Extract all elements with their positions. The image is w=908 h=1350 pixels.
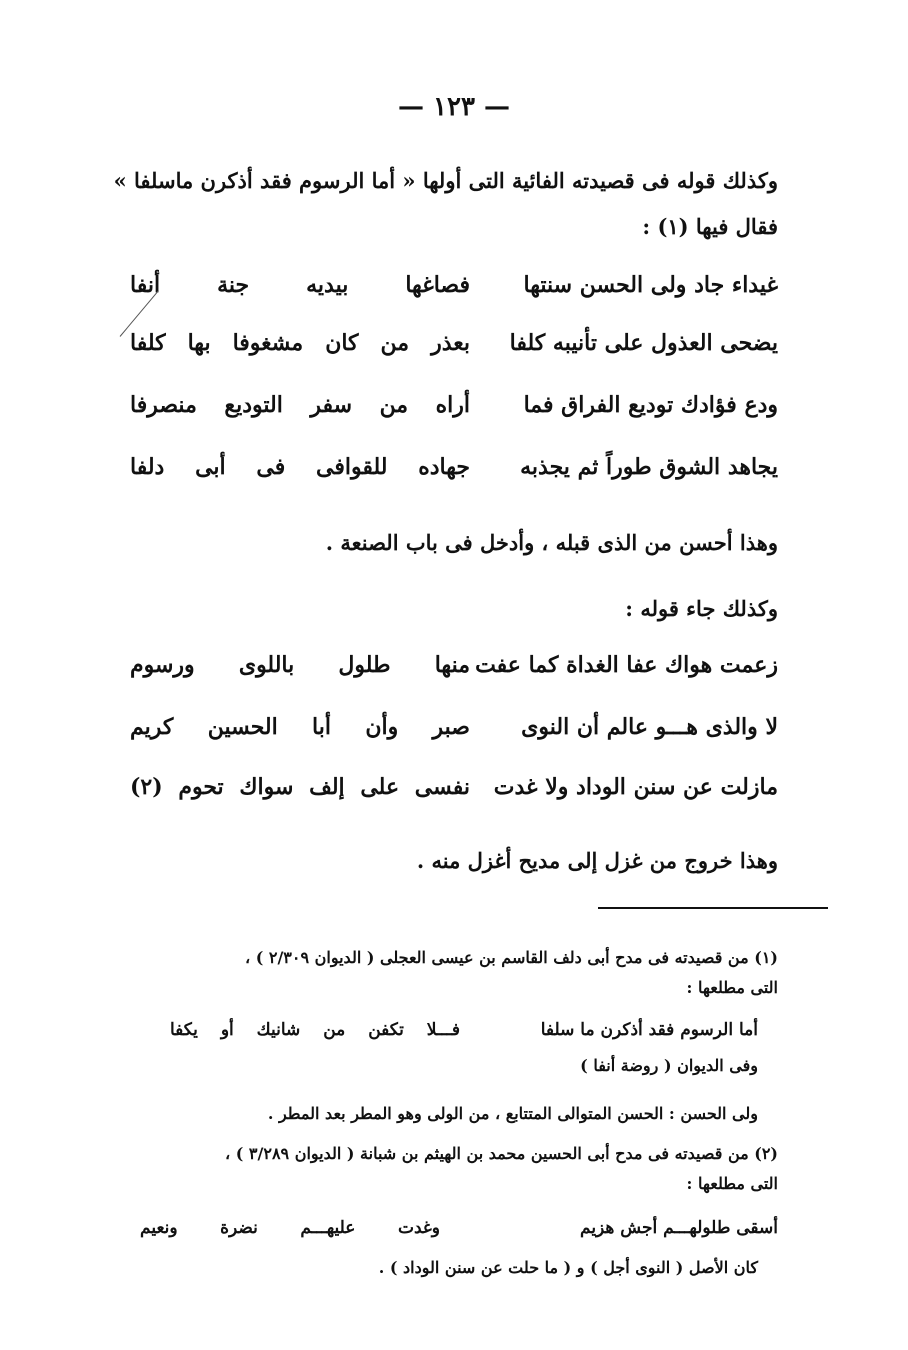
hemistich-right: أما الرسوم فقد أذكرن ما سلفا [540,1020,758,1040]
hemistich-right: يجاهد الشوق طوراً ثم يجذبه [520,454,778,480]
footnote-2-verse [0,1218,908,1248]
intro-2: وكذلك جاء قوله : [625,596,778,621]
poem2-verse-1 [0,652,908,692]
poem1-verse-4 [0,454,908,494]
hemistich-right: يضحى العذول على تأنيبه كلفا [509,330,778,356]
hemistich-right: أسقى طلولهـــم أجش هزيم [580,1218,778,1238]
hemistich-right: مازلت عن سنن الوداد ولا غدت [493,774,778,800]
hemistich-left: جهاده للقوافى فى أبى دلفا [130,454,470,480]
poem2-verse-2 [0,714,908,754]
poem1-verse-1 [0,272,908,312]
footnote-divider [598,907,828,909]
hemistich-left: نفسى على إلف سواك تحوم (٢) [130,774,470,800]
hemistich-left: فصاغها بيديه جنة أنفا [130,272,470,298]
hemistich-right: زعمت هواك عفا الغداة كما عفت [475,652,778,678]
poem2-verse-3 [0,774,908,814]
page-number: — ١٢٣ — [397,92,511,122]
poem1-verse-3 [0,392,908,432]
hemistich-left: بعذر من كان مشغوفا بها كلفا [130,330,470,356]
footnote-2-line-1: (٢) من قصيدته فى مدح أبى الحسين محمد بن الهيثم بن شبانة ( الديوان ٣/٢٨٩ ) ، [225,1144,778,1163]
comment-1: وهذا أحسن من الذى قبله ، وأدخل فى باب الصنعة . [325,530,778,555]
poem1-verse-2 [0,330,908,370]
footnote-2-line-2: التى مطلعها : [686,1174,778,1193]
footnote-1-line-4: ولى الحسن : الحسن المتوالى المتتابع ، من الولى وهو المطر بعد المطر . [267,1104,758,1123]
footnote-1-line-3: وفى الديوان ( روضة أنفا ) [580,1056,758,1075]
hemistich-left: فـــلا تكفن من شانيك أو يكفا [170,1020,460,1040]
hemistich-left: أراه من سفر التوديع منصرفا [130,392,470,418]
intro-line-2: فقال فيها (١) : [642,214,778,239]
hemistich-left: وغدت عليهـــم نضرة ونعيم [140,1218,440,1238]
hemistich-right: ودع فؤادك توديع الفراق فما [523,392,778,418]
hemistich-left: منها طلول باللوى ورسوم [130,652,470,678]
footnote-1-verse [0,1020,908,1050]
comment-2: وهذا خروج من غزل إلى مديح أغزل منه . [416,848,778,873]
footnote-1-line-2: التى مطلعها : [686,978,778,997]
hemistich-left: صبر وأن أبا الحسين كريم [130,714,470,740]
hemistich-right: لا والذى هـــو عالم أن النوى [521,714,778,740]
footnote-2-line-3: كان الأصل ( النوى أجل ) و ( ما حلت عن سنن الوداد ) . [378,1258,758,1277]
footnote-1-line-1: (١) من قصيدته فى مدح أبى دلف القاسم بن عيسى العجلى ( الديوان ٢/٣٠٩ ) ، [244,948,778,967]
hemistich-right: غيداء جاد ولى الحسن سنتها [523,272,778,298]
intro-line-1: وكذلك قوله فى قصيدته الفائية التى أولها « أما الرسوم فقد أذكرن ماسلفا » [113,168,778,193]
